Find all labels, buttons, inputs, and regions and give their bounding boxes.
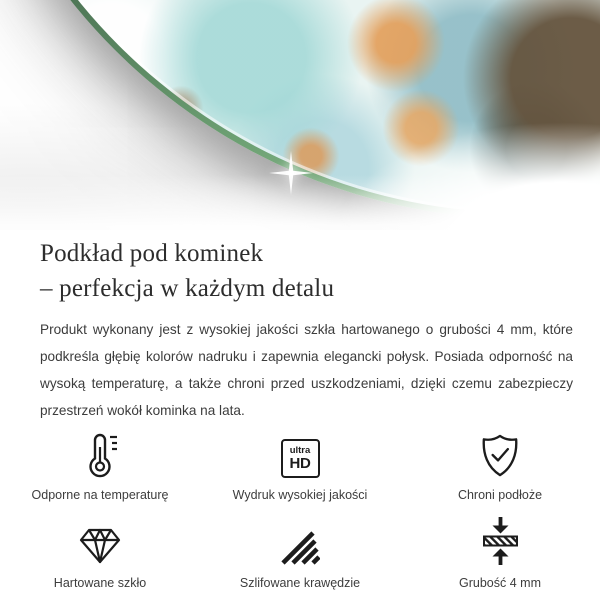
product-photo [0, 0, 600, 230]
thickness-icon [482, 520, 519, 566]
feature-item-temperature [0, 432, 200, 504]
beveled-edges-icon [280, 520, 320, 566]
section-title-line1: Podkład pod kominek [40, 240, 264, 267]
feature-item-thickness [400, 520, 600, 592]
ultra-hd-icon [281, 432, 320, 478]
feature-label: Grubość 4 mm [459, 576, 541, 590]
feature-label: Szlifowane krawędzie [239, 576, 361, 590]
feature-label: Chroni podłoże [457, 488, 543, 502]
product-description: Produkt wykonany jest z wysokiej jakości szkła hartowanego o grubości 4 mm, które podkreśla głębię kolorów nadruku i zapewnia elegancki połysk. Posiada odporność na wysoką temperaturę, a także chroni przed uszkodzeniami, dzięki czemu zabezpieczy przestrzeń wokół kominka na lata. [40, 322, 573, 418]
section-title [40, 236, 600, 306]
ultra-hd-icon-text-bottom: HD [289, 455, 311, 473]
thermometer-icon [81, 432, 119, 478]
features-grid [0, 432, 600, 592]
ultra-hd-icon-text-top: ultra [289, 444, 311, 456]
feature-label: Odporne na temperaturę [31, 488, 169, 502]
shield-check-icon [480, 432, 520, 478]
feature-label: Hartowane szkło [53, 576, 147, 590]
diamond-icon [78, 520, 122, 566]
feature-item-print-quality [200, 432, 400, 504]
feature-item-polished-edges [200, 520, 400, 592]
feature-label: Wydruk wysokiej jakości [232, 488, 368, 502]
feature-item-protection [400, 432, 600, 504]
sparkle-highlight-icon [268, 150, 314, 196]
feature-item-tempered-glass [0, 520, 200, 592]
section-title-line2: – perfekcja w każdym detalu [40, 275, 335, 302]
